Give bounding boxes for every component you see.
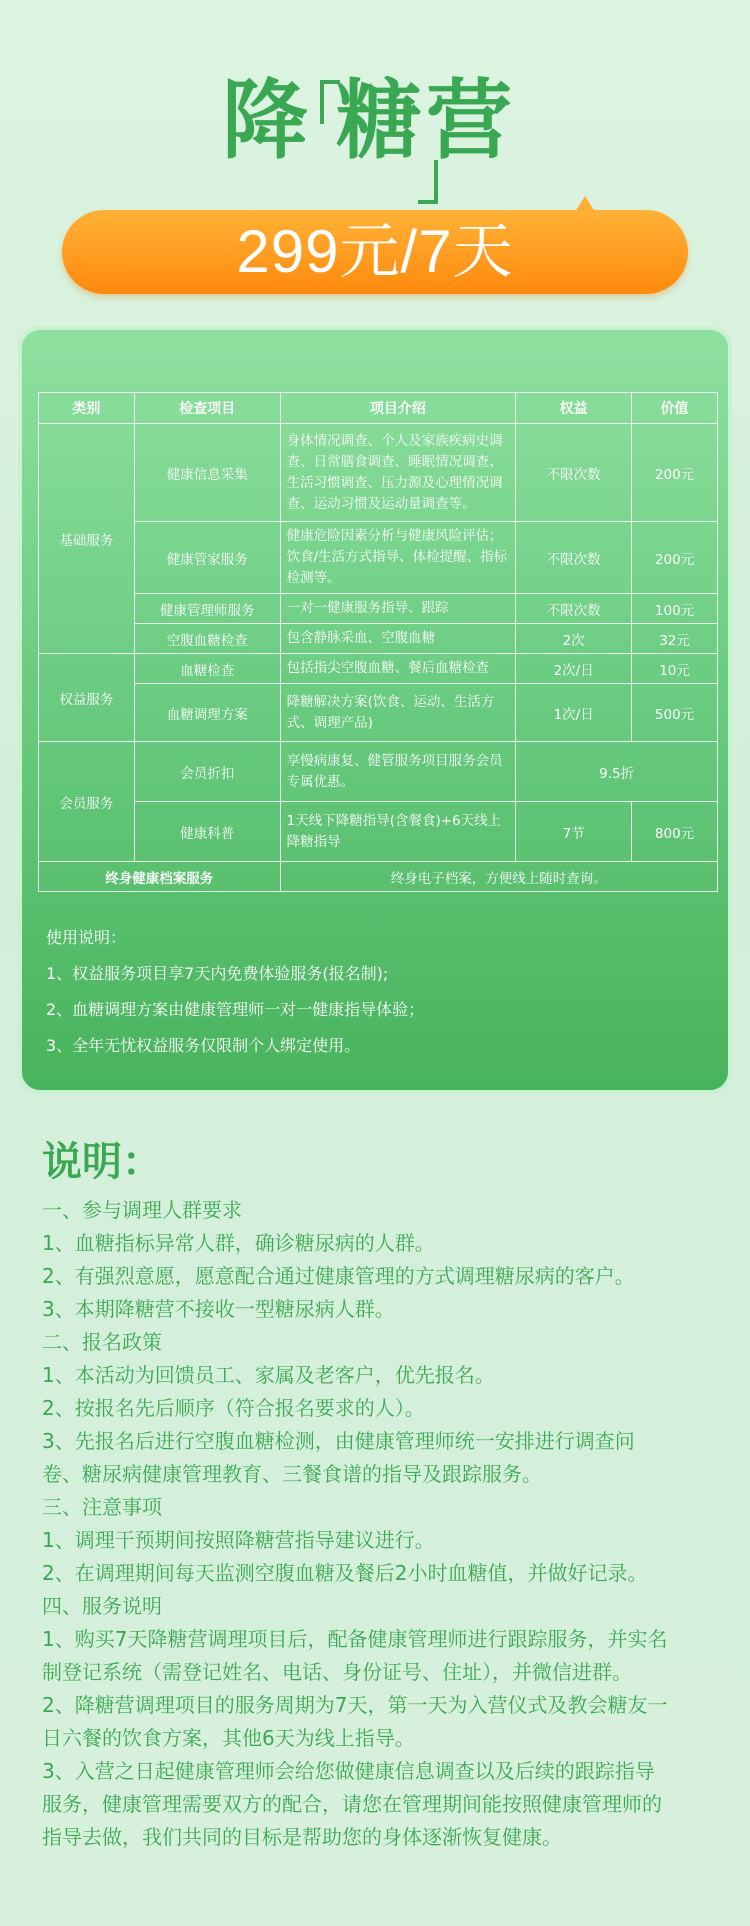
row-discount: 9.5折 [516, 742, 718, 802]
page-title [0, 60, 750, 180]
footer-desc: 终身电子档案，方便线上随时查询。 [280, 862, 717, 892]
usage-line: 3、全年无忧权益服务仅限制个人绑定使用。 [46, 1036, 361, 1055]
header-category: 类别 [39, 393, 135, 424]
service-table [38, 392, 718, 892]
table-row [39, 654, 718, 684]
explanation-line: 服务，健康管理需要双方的配合，请您在管理期间能按照健康管理师的 [42, 1792, 662, 1816]
table-row [39, 522, 718, 594]
group-benefit: 权益服务 [39, 654, 135, 742]
row-item: 空腹血糖检查 [134, 624, 280, 654]
row-value: 100元 [632, 594, 718, 624]
row-desc: 1天线下降糖指导(含餐食)+6天线上降糖指导 [280, 802, 516, 862]
header-desc: 项目介绍 [280, 393, 516, 424]
service-card [18, 326, 732, 1094]
explanation-line: 二、报名政策 [42, 1330, 162, 1354]
row-desc: 健康危险因素分析与健康风险评估；饮食/生活方式指导、体检提醒、指标检测等。 [280, 522, 516, 594]
explanation-line: 2、按报名先后顺序（符合报名要求的人）。 [42, 1396, 425, 1420]
explanation-line: 1、调理干预期间按照降糖营指导建议进行。 [42, 1528, 435, 1552]
explanation-line: 3、先报名后进行空腹血糖检测，由健康管理师统一安排进行调查问 [42, 1429, 635, 1453]
row-value: 800元 [632, 802, 718, 862]
row-desc: 包括指尖空腹血糖、餐后血糖检查 [280, 654, 516, 684]
row-value: 500元 [632, 684, 718, 742]
row-item: 健康科普 [134, 802, 280, 862]
group-basic: 基础服务 [39, 424, 135, 654]
explanation-line: 三、注意事项 [42, 1495, 162, 1519]
table-row [39, 594, 718, 624]
row-desc: 一对一健康服务指导、跟踪 [280, 594, 516, 624]
explanation-line: 3、本期降糖营不接收一型糖尿病人群。 [42, 1297, 395, 1321]
header-item: 检查项目 [134, 393, 280, 424]
row-right: 不限次数 [516, 424, 632, 522]
usage-line: 1、权益服务项目享7天内免费体验服务(报名制); [46, 964, 389, 983]
row-value: 200元 [632, 522, 718, 594]
table-footer-row [39, 862, 718, 892]
explanation-line: 2、降糖营调理项目的服务周期为7天，第一天为入营仪式及教会糖友一 [42, 1693, 668, 1717]
table-header-row [39, 393, 718, 424]
explanation-line: 四、服务说明 [42, 1594, 162, 1618]
row-item: 健康信息采集 [134, 424, 280, 522]
explanation-line: 1、血糖指标异常人群，确诊糖尿病的人群。 [42, 1231, 435, 1255]
row-desc: 包含静脉采血、空腹血糖 [280, 624, 516, 654]
row-item: 血糖调理方案 [134, 684, 280, 742]
row-right: 7节 [516, 802, 632, 862]
explanation-title: 说明： [42, 1139, 162, 1185]
title-char-1: 降 [222, 71, 308, 171]
usage-notes [46, 920, 424, 1064]
explanation-body [42, 1194, 722, 1854]
row-value: 10元 [632, 654, 718, 684]
row-right: 2次 [516, 624, 632, 654]
price-banner [62, 210, 688, 294]
explanation-line: 3、入营之日起健康管理师会给您做健康信息调查以及后续的跟踪指导 [42, 1759, 655, 1783]
row-item: 血糖检查 [134, 654, 280, 684]
table-row [39, 624, 718, 654]
title-char-3: 营 [426, 71, 512, 171]
row-value: 32元 [632, 624, 718, 654]
row-right: 不限次数 [516, 522, 632, 594]
table-row [39, 684, 718, 742]
row-right: 2次/日 [516, 654, 632, 684]
table-row [39, 742, 718, 802]
price-text: 299元/7天 [236, 218, 514, 285]
table-row [39, 802, 718, 862]
explanation-line: 日六餐的饮食方案，其他6天为线上指导。 [42, 1726, 415, 1750]
explanation-line: 指导去做，我们共同的目标是帮助您的身体逐渐恢复健康。 [42, 1825, 562, 1849]
table-row [39, 424, 718, 522]
row-item: 健康管理师服务 [134, 594, 280, 624]
footer-label: 终身健康档案服务 [39, 862, 281, 892]
row-desc: 降糖解决方案(饮食、运动、生活方式、调理产品) [280, 684, 516, 742]
title-char-2: 糖 [336, 71, 422, 171]
usage-title: 使用说明： [46, 928, 127, 947]
explanation-line: 1、本活动为回馈员工、家属及老客户，优先报名。 [42, 1363, 495, 1387]
explanation-line: 一、参与调理人群要求 [42, 1198, 242, 1222]
row-item: 健康管家服务 [134, 522, 280, 594]
explanation-line: 制登记系统（需登记姓名、电话、身份证号、住址），并微信进群。 [42, 1660, 632, 1684]
row-right: 1次/日 [516, 684, 632, 742]
row-item: 会员折扣 [134, 742, 280, 802]
explanation-line: 卷、糖尿病健康管理教育、三餐食谱的指导及跟踪服务。 [42, 1462, 542, 1486]
row-right: 不限次数 [516, 594, 632, 624]
explanation-line: 2、在调理期间每天监测空腹血糖及餐后2小时血糖值，并做好记录。 [42, 1561, 648, 1585]
group-member: 会员服务 [39, 742, 135, 862]
row-value: 200元 [632, 424, 718, 522]
header-right: 权益 [516, 393, 632, 424]
usage-line: 2、血糖调理方案由健康管理师一对一健康指导体验； [46, 1000, 425, 1019]
row-desc: 享慢病康复、健管服务项目服务会员专属优惠。 [280, 742, 516, 802]
explanation-line: 1、购买7天降糖营调理项目后，配备健康管理师进行跟踪服务，并实名 [42, 1627, 668, 1651]
explanation-line: 2、有强烈意愿，愿意配合通过健康管理的方式调理糖尿病的客户。 [42, 1264, 635, 1288]
row-desc: 身体情况调查、个人及家族疾病史调查、日常膳食调查、睡眠情况调查、生活习惯调查、压力源及心理情况调查、运动习惯及运动量调查等。 [280, 424, 516, 522]
header-value: 价值 [632, 393, 718, 424]
